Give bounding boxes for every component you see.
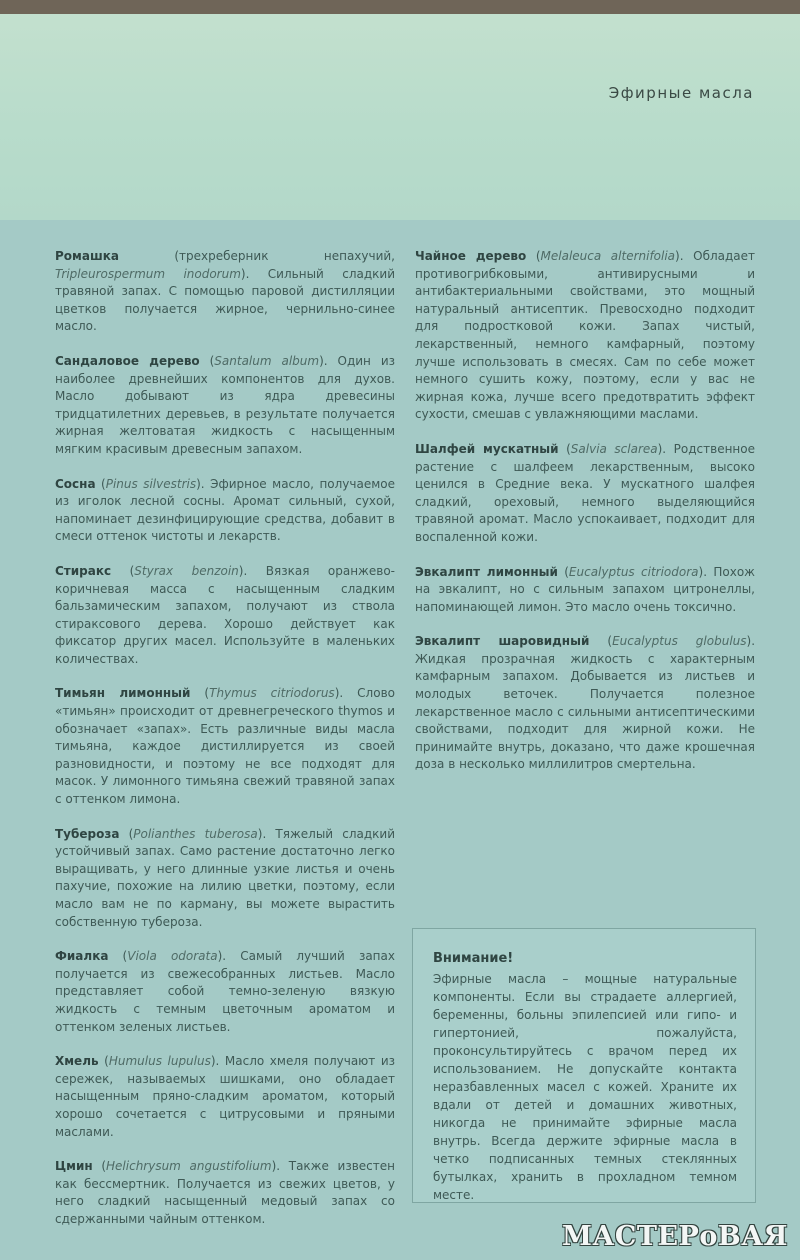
entry-latin-name: Viola odorata [127,949,218,964]
entry-term: Стиракс [55,563,112,578]
warning-text: Эфирные масла – мощные натуральные компоненты. Если вы страдаете аллергией, беременны, больны эпилепсией или гипо- и гипертонией, пожалуйста, проконсультируйтесь с врачом перед их использованием. Не допускайте контакта неразбавленных масел с кожей. Храните их вдали от детей и домашних животных, никогда не принимайте эфирные масла внутрь. Всегда держите эфирные масла в четко подписанных темных стеклянных бутылках, хранить в прохладном темном месте. [433,972,737,1202]
entry-latin-name: Melaleuca alternifolia [540,249,676,263]
entry-text: ). Сильный сладкий травяной запах. С помощью паровой дистилляции цветков получается жирное, чернильно-синее масло. [55,266,395,334]
entry-paragraph [415,441,755,547]
left-column [55,248,395,1246]
entry-text-pre: ( [95,476,106,491]
entry-paragraph [415,564,755,617]
entry-term: Цмин [55,1159,93,1174]
entry-term: Фиалка [55,949,109,964]
entry-text-pre: ( [190,686,210,701]
watermark-logo: МАСТЕРоВАЯ [562,1221,788,1252]
entry-paragraph [55,353,395,459]
warning-box [412,928,756,1203]
entry-paragraph [55,826,395,932]
entry-text-pre: ( [111,563,135,578]
entry-paragraph [55,685,395,808]
entry-latin-name: Thymus citriodorus [209,686,335,701]
entry-latin-name: Eucalyptus globulus [612,634,747,649]
entry-term: Хмель [55,1054,99,1069]
entry-latin-name: Eucalyptus citriodora [568,564,699,579]
entry-term: Тубероза [55,826,120,841]
entry-text: ). Слово «тимьян» происходит от древнегреческого thymos и обозначает «запах». Есть различные виды масла тимьяна, каждое дистиллируется из своей разновидности, и поэтому не все подходят для масок. У лимонного тимьяна свежий травяной запах с оттенком лимона. [55,686,395,807]
entry-term: Тимьян лимонный [55,686,191,701]
entry-text-pre: ( [119,826,134,841]
entry-text: ). Эфирное масло, получаемое из иголок лесной сосны. Аромат сильный, сухой, напоминает дезинфицирующие средства, добавит в смеси оттенок чистоты и лекарств. [55,476,396,544]
right-column [415,248,755,791]
entry-text: ). Самый лучший запах получается из свежесобранных листьев. Масло представляет собой темно-зеленую вязкую жидкость с темным цветочным ароматом и оттенком зеленых листьев. [55,949,395,1034]
entry-text-pre: (трехреберник непахучий, [118,249,395,263]
entry-text-pre: ( [98,1054,109,1069]
entry-term: Эвкалипт лимонный [415,564,558,579]
entry-latin-name: Santalum album [214,353,320,368]
entry-paragraph [55,476,395,546]
entry-text: ). Обладает противогрибковыми, антивирусными и антибактериальными свойствами, это мощный натуральный антисептик. Превосходно подходит для подростковой кожи. Запах чистый, лекарственный, немного камфарный, поэтому лучше использовать в смесях. Сам по себе может немного сушить кожу, поэтому, если у вас не жирная кожа, лучше всего предотвратить эффект сухости, смешав с увлажняющими маслами. [415,249,756,422]
entry-paragraph [415,248,755,424]
entry-term: Сосна [55,476,96,491]
entry-text-pre: ( [558,441,571,456]
entry-paragraph [55,948,395,1036]
entry-text-pre: ( [557,564,569,579]
entry-text-pre: ( [589,634,613,649]
entry-text: ). Также известен как бессмертник. Получается из свежих цветов, у него сладкий насыщенный медовый запах со сдержанными чайным оттенком. [55,1159,395,1226]
entry-text: ). Тяжелый сладкий устойчивый запах. Само растение достаточно легко выращивать, у него длинные узкие листья и очень пахучие, похожие на лилию цветки, поэтому, если масло вам не по карману, вы можете вырастить собственную тубероза. [55,826,396,929]
header-band [0,14,800,220]
entry-text: ). Похож на эвкалипт, но с сильным запахом цитронеллы, напоминающей лимон. Это масло очень токсично. [415,564,755,614]
entry-text: ). Масло хмеля получают из сережек, называемых шишками, оно обладает насыщенным пряно-сладким ароматом, который хорошо сочетается с цитрусовыми и пряными маслами. [55,1054,395,1139]
page-top-edge [0,0,800,14]
entry-text-pre: ( [92,1159,107,1174]
entry-text: ). Жидкая прозрачная жидкость с характерным камфарным запахом. Добывается из листьев и молодых веточек. Получается полезное лекарственное масло с сильными антисептическими свойствами, подходит для жирной кожи. Не принимайте внутрь, доказано, что даже крошечная доза в несколько миллилитров смертельна. [415,634,756,772]
entry-latin-name: Tripleurospermum inodorum [55,266,241,281]
entry-latin-name: Polianthes tuberosa [133,826,258,841]
entry-text: ). Один из наиболее древнейших компонентов для духов. Масло добывают из ядра древесины тридцатилетних деревьев, в результате получается жирная желтоватая жидкость с насыщенным мягким красивым древесным запахом. [55,353,395,456]
warning-title: Внимание! [433,951,514,966]
entry-paragraph [55,1158,395,1228]
entry-term: Сандаловое дерево [55,353,200,368]
entry-text: ). Родственное растение с шалфеем лекарственным, высоко ценился в Средние века. У мускатного шалфея сладкий, ореховый, немного выделяющийся травяной аромат. Масло успокаивает, подходит для воспаленной кожи. [415,441,755,544]
entry-latin-name: Humulus lupulus [108,1054,211,1069]
entry-latin-name: Styrax benzoin [134,563,239,578]
entry-term: Ромашка [55,249,119,263]
entry-paragraph [55,1053,395,1141]
entry-paragraph [415,633,755,774]
entry-paragraph [55,248,395,336]
entry-term: Чайное дерево [415,249,527,263]
section-title: Эфирные масла [608,84,754,102]
entry-text: ). Вязкая оранжево-коричневая масса с насыщенным сладким бальзамическим запахом, получают из ствола стираксового дерева. Хорошо действует как фиксатор других масел. Используйте в маленьких количествах. [55,563,395,666]
entry-term: Шалфей мускатный [415,441,559,456]
entry-text-pre: ( [199,353,215,368]
entry-text-pre: ( [526,249,541,263]
entry-term: Эвкалипт шаровидный [415,634,590,649]
entry-latin-name: Helichrysum angustifolium [106,1159,272,1174]
entry-paragraph [55,563,395,669]
entry-latin-name: Salvia sclarea [570,441,658,456]
entry-latin-name: Pinus silvestris [105,476,197,491]
entry-text-pre: ( [108,949,128,964]
